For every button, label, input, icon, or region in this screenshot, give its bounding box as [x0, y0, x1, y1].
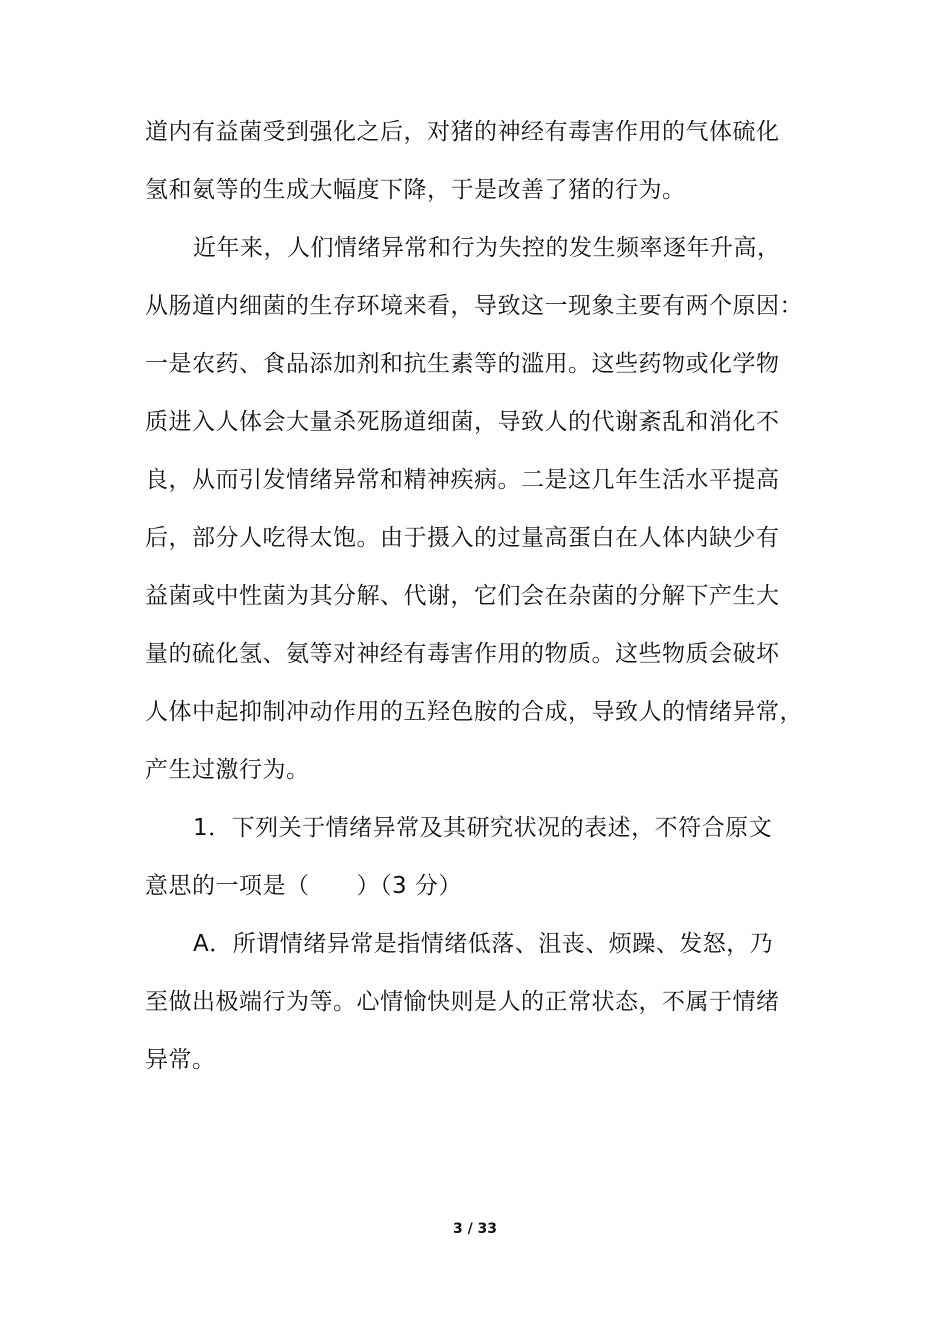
text-line: 一是农药、食品添加剂和抗生素等的滥用。这些药物或化学物	[145, 351, 780, 377]
text-line: 益菌或中性菌为其分解、代谢，它们会在杂菌的分解下产生大	[145, 583, 780, 609]
text-line: 量的硫化氢、氨等对神经有毒害作用的物质。这些物质会破坏	[145, 641, 780, 667]
option-line: 异常。	[145, 1047, 216, 1073]
text-line: 从肠道内细菌的生存环境来看，导致这一现象主要有两个原因：	[145, 293, 803, 319]
text-line: 良，从而引发情绪异常和精神疾病。二是这几年生活水平提高	[145, 467, 780, 493]
question-line: 意思的一项是（ ）（3 分）	[145, 873, 462, 899]
text-line: 氢和氨等的生成大幅度下降，于是改善了猪的行为。	[145, 177, 686, 203]
option-line: A．所谓情绪异常是指情绪低落、沮丧、烦躁、发怒，乃	[193, 931, 774, 957]
text-line: 人体中起抑制冲动作用的五羟色胺的合成，导致人的情绪异常，	[145, 699, 803, 725]
text-line: 产生过激行为。	[145, 757, 310, 783]
page-number: 3 / 33	[452, 1221, 498, 1237]
text-line: 后，部分人吃得太饱。由于摄入的过量高蛋白在人体内缺少有	[145, 525, 780, 551]
paragraph-start-line: 近年来，人们情绪异常和行为失控的发生频率逐年升高，	[193, 235, 781, 261]
option-line: 至做出极端行为等。心情愉快则是人的正常状态，不属于情绪	[145, 989, 780, 1015]
text-line: 质进入人体会大量杀死肠道细菌，导致人的代谢紊乱和消化不	[145, 409, 780, 435]
text-line: 道内有益菌受到强化之后，对猪的神经有毒害作用的气体硫化	[145, 119, 780, 145]
question-line: 1．下列关于情绪异常及其研究状况的表述，不符合原文	[193, 815, 773, 841]
document-body	[145, 103, 835, 1089]
